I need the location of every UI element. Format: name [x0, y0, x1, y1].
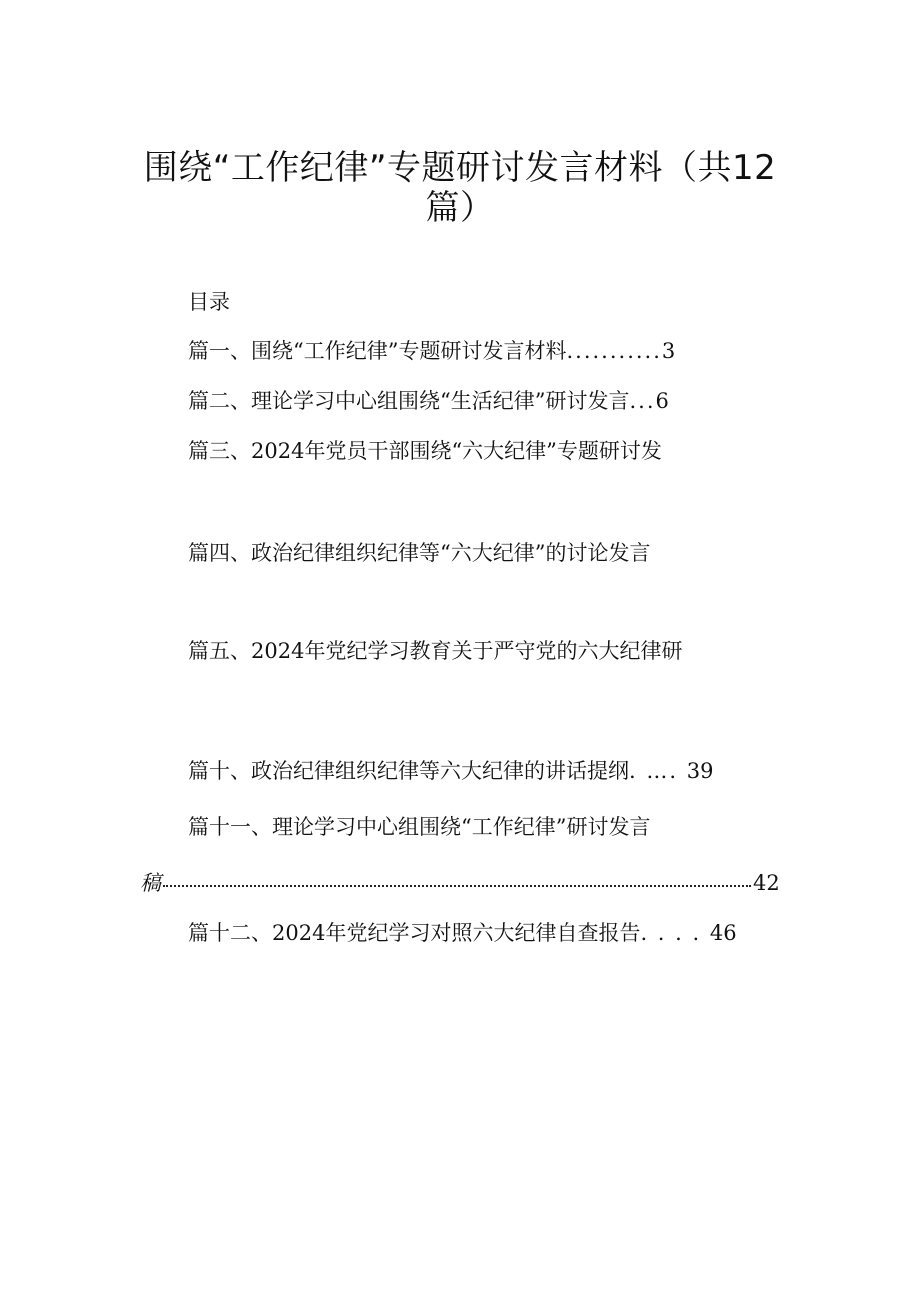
- toc-entry-3[interactable]: [188, 436, 662, 466]
- toc-entry-page: 3: [661, 339, 676, 363]
- toc-entry-dots: ...........: [566, 339, 662, 363]
- document-title-line-1: 围绕“工作纪律”专题研讨发言材料（共12: [143, 148, 777, 188]
- toc-entry-label: 篇十一、理论学习中心组围绕“工作纪律”研讨发言: [188, 815, 651, 839]
- toc-entry-10[interactable]: [188, 756, 713, 786]
- toc-entry-12[interactable]: [188, 918, 737, 948]
- toc-entry-page: 42: [753, 871, 780, 895]
- toc-entry-label: 篇三、2024年党员干部围绕“六大纪律”专题研讨发: [188, 439, 662, 463]
- toc-entry-2[interactable]: [188, 386, 669, 416]
- toc-entry-wrap-word: 稿: [140, 871, 161, 895]
- toc-entry-label: 篇十二、2024年党纪学习对照六大纪律自查报告: [188, 921, 641, 945]
- toc-entry-label: 篇一、围绕“工作纪律”专题研讨发言材料: [188, 339, 567, 363]
- toc-entry-dots: . . . .: [640, 921, 710, 945]
- toc-entry-page: 39: [686, 759, 714, 783]
- toc-entry-label: 篇四、政治纪律组织纪律等“六大纪律”的讨论发言: [188, 541, 651, 565]
- document-title-line-2: 篇）: [425, 188, 495, 228]
- toc-entry-label: 篇五、2024年党纪学习教育关于严守党的六大纪律研: [188, 639, 683, 663]
- toc-entry-1[interactable]: [188, 336, 675, 366]
- toc-entry-label: 篇二、理论学习中心组围绕“生活纪律”研讨发言: [188, 389, 630, 413]
- toc-entry-dots: ...: [629, 389, 656, 413]
- toc-entry-page: 46: [709, 921, 737, 945]
- toc-entry-11-continuation[interactable]: [140, 868, 780, 898]
- toc-entry-11[interactable]: [188, 812, 650, 842]
- toc-entry-page: 6: [655, 389, 669, 413]
- toc-dot-leader: [163, 883, 751, 887]
- toc-heading: 目录: [188, 290, 230, 314]
- toc-entry-5[interactable]: [188, 636, 682, 666]
- toc-entry-4[interactable]: [188, 538, 650, 568]
- toc-entry-label: 篇十、政治纪律组织纪律等六大纪律的讲话提纲: [188, 759, 629, 783]
- toc-entry-dots: . ….: [629, 759, 687, 783]
